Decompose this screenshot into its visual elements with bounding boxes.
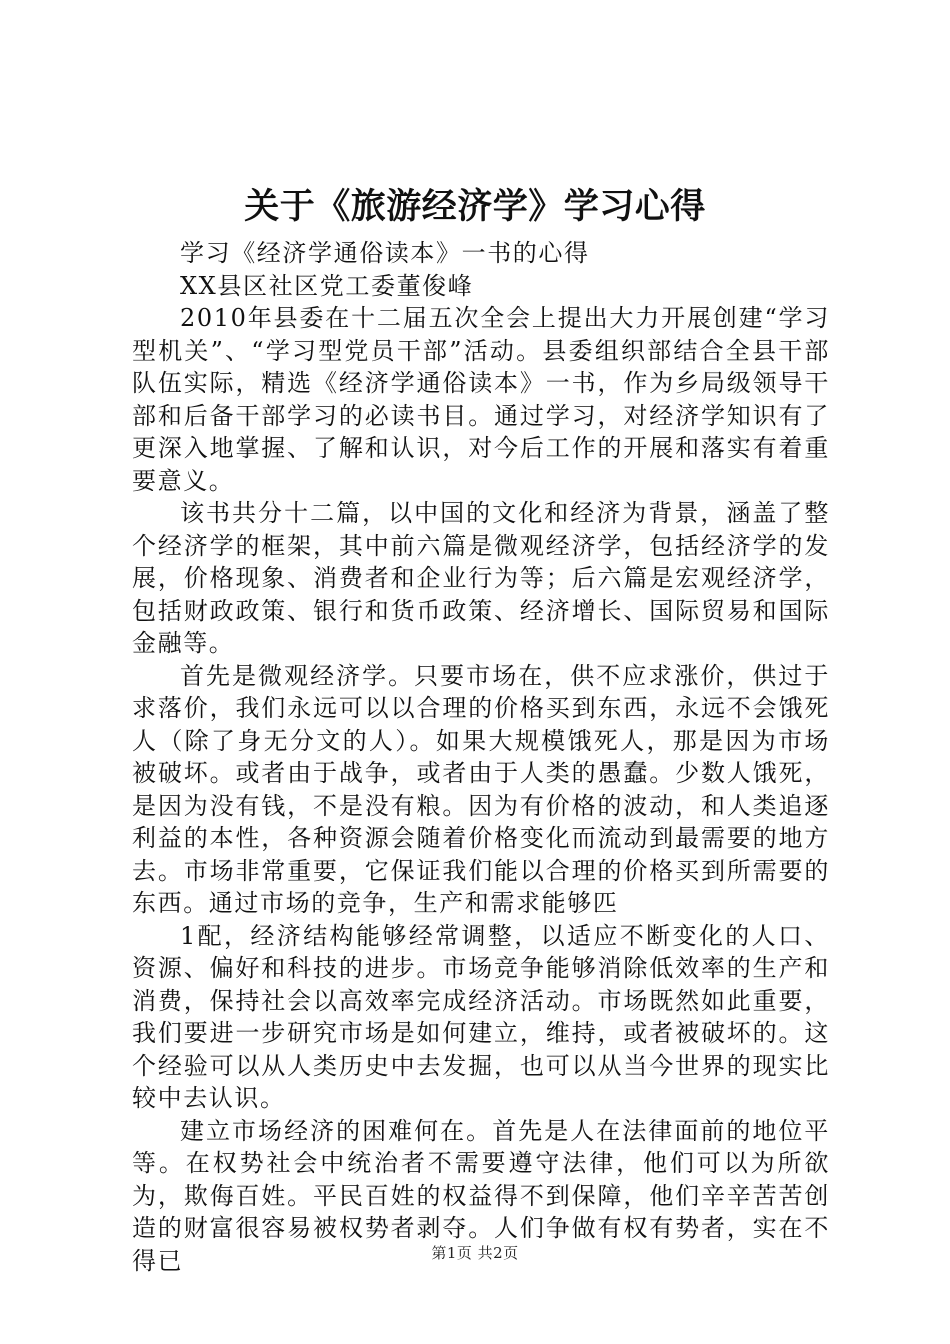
document-title: 关于《旅游经济学》学习心得	[244, 187, 706, 227]
paragraph-market-difficulties: 建立市场经济的困难何在。首先是人在法律面前的地位平等。在权势社会中统治者不需要遵守法律，他们可以为所欲为，欺侮百姓。平民百姓的权益得不到保障，他们辛辛苦苦创造的财富很容易被权势者剥夺。人们争做有权有势者，实在不得已	[132, 1116, 830, 1275]
paragraph-market-structure: 1配，经济结构能够经常调整，以适应不断变化的人口、资源、偏好和科技的进步。市场竞争能够消除低效率的生产和消费，保持社会以高效率完成经济活动。市场既然如此重要，我们要进一步研究市场是如何建立，维持，或者被破坏的。这个经验可以从人类历史中去发掘，也可以从当今世界的现实比较中去认识。	[132, 921, 830, 1112]
subtitle-line: 学习《经济学通俗读本》一书的心得	[180, 239, 590, 267]
author-line: XX县区社区党工委董俊峰	[180, 271, 474, 300]
paragraph-intro: 2010年县委在十二届五次全会上提出大力开展创建“学习型机关”、“学习型党员干部”活动。县委组织部结合全县干部队伍实际，精选《经济学通俗读本》一书，作为乡局级领导干部和后备干部学习的必读书目。通过学习，对经济学知识有了更深入地掌握、了解和认识，对今后工作的开展和落实有着重要意义。	[132, 304, 830, 495]
paragraph-microeconomics: 首先是微观经济学。只要市场在，供不应求涨价，供过于求落价，我们永远可以以合理的价格买到东西，永远不会饿死人（除了身无分文的人）。如果大规模饿死人，那是因为市场被破坏。或者由于战争，或者由于人类的愚蠢。少数人饿死，是因为没有钱，不是没有粮。因为有价格的波动，和人类追逐利益的本性，各种资源会随着价格变化而流动到最需要的地方去。市场非常重要，它保证我们能以合理的价格买到所需要的东西。通过市场的竞争，生产和需求能够匹	[132, 661, 830, 917]
page-footer: 第1页 共2页	[431, 1244, 519, 1262]
paragraph-book-overview: 该书共分十二篇，以中国的文化和经济为背景，涵盖了整个经济学的框架，其中前六篇是微观经济学，包括经济学的发展，价格现象、消费者和企业行为等；后六篇是宏观经济学，包括财政政策、银行和货币政策、经济增长、国际贸易和国际金融等。	[132, 499, 830, 657]
document-body	[132, 237, 830, 1277]
